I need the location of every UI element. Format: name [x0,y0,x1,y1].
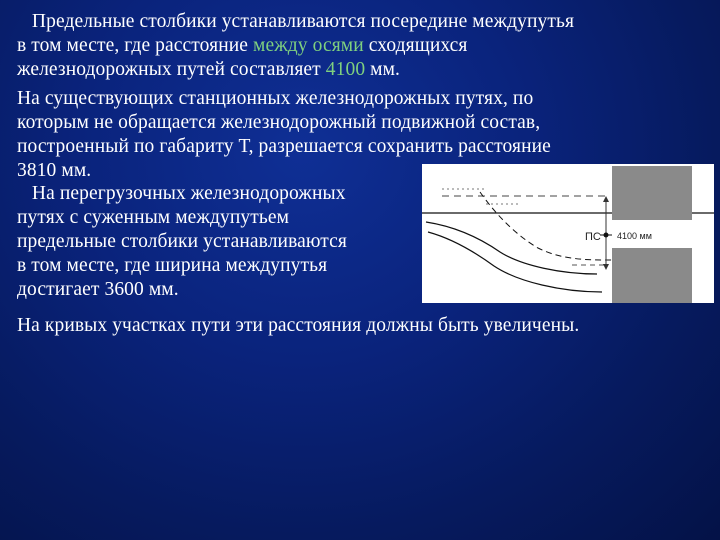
text-line: 3810 мм. [17,160,92,181]
text-line: предельные столбики устанавливаются [17,231,347,252]
dimension-arrow-top-icon [603,196,609,202]
text-line: путях с суженным междупутьем [17,207,290,228]
track-convergence-diagram [422,164,714,303]
distance-label: 4100 мм [617,231,652,241]
highlighted-number: 4100 [325,59,366,80]
dimension-arrow-bottom-icon [603,264,609,270]
text-line: Предельные столбики устанавливаются посередине междупутья [17,11,575,32]
text-line: достигает 3600 мм. [17,279,179,300]
structure-block-lower [612,248,692,303]
post-label: ПС [585,231,601,243]
diagram-canvas [422,164,714,303]
text-segment: мм. [365,59,401,80]
text-segment: в том месте, где расстояние [17,35,254,56]
paragraph-signal-post-placement [17,10,574,82]
text-line: в том месте, где ширина междупутья [17,255,328,276]
structure-block-upper [612,166,692,220]
diverging-rail-outer [428,232,602,292]
text-line: построенный по габариту Т, разрешается сохранить расстояние [17,136,551,157]
text-line: На перегрузочных железнодорожных [17,183,346,204]
text-line [17,58,574,82]
diverging-rail-inner [426,222,597,274]
text-line: На кривых участках пути эти расстояния должны быть увеличены. [17,315,580,336]
text-line [17,34,574,58]
text-segment: сходящихся [363,35,468,56]
paragraph-transshipment-tracks [17,182,347,302]
paragraph-curved-sections [17,314,579,338]
text-line: которым не обращается железнодорожный подвижной состав, [17,112,541,133]
diverging-track-axis [480,192,612,260]
highlighted-text: между осями [253,35,364,56]
text-segment: железнодорожных путей составляет [17,59,326,80]
text-line: На существующих станционных железнодорожных путях, по [17,88,534,109]
